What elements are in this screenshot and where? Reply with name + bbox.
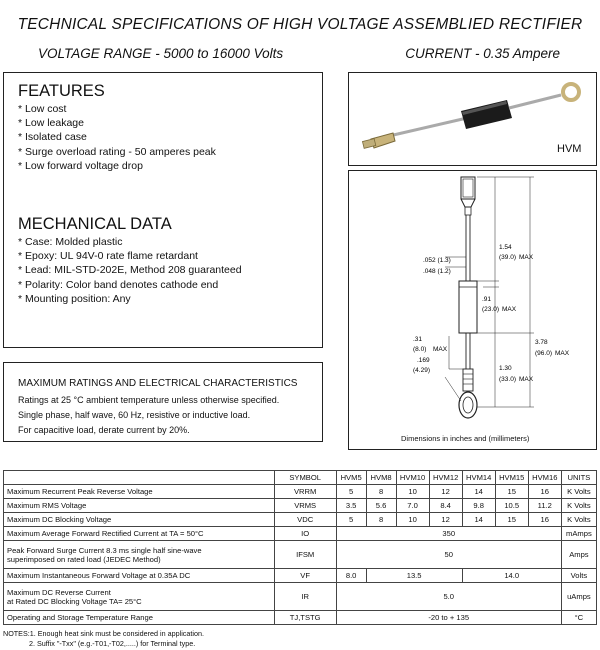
list-item: * Low forward voltage drop [18,159,216,173]
features-box [3,72,323,348]
value-cell: 5 [336,513,366,527]
list-item: * Epoxy: UL 94V-0 rate flame retardant [18,249,242,263]
value-cell: 8 [366,485,396,499]
table-row [4,513,597,527]
ratings-line: For capacitive load, derate current by 20%. [18,425,190,435]
dim-label: .169 [417,357,430,364]
dim-label: MAX [502,306,517,313]
param-line: Maximum DC Reverse Current [7,587,111,597]
list-item: * Polarity: Color band denotes cathode end [18,278,242,292]
dim-label: MAX [519,376,534,383]
ratings-line: Single phase, half wave, 60 Hz, resistive or inductive load. [18,410,251,420]
value-cell: 9.8 [462,499,495,513]
header-cell: HVM5 [336,471,366,485]
dim-label: .31 [413,336,423,343]
unit-cell: K Volts [561,499,596,513]
value-cell: 12 [429,513,462,527]
features-title: FEATURES [18,82,105,100]
param-line: at Rated DC Blocking Voltage TA= 25°C [7,596,142,606]
current-rating: CURRENT - 0.35 Ampere [405,46,560,61]
dim-label: (96.0) [535,350,552,357]
value-cell: 7.0 [396,499,429,513]
unit-cell: mAmps [561,527,596,541]
list-item: * Surge overload rating - 50 amperes peak [18,145,216,159]
param-line: superimposed on rated load (JEDEC Method) [7,554,161,564]
header-cell: HVM16 [528,471,561,485]
value-cell: 15 [495,513,528,527]
dim-label: MAX [433,346,448,353]
document-title: TECHNICAL SPECIFICATIONS OF HIGH VOLTAGE ASSEMBLIED RECTIFIER [17,16,583,33]
value-cell: 11.2 [528,499,561,513]
value-cell: 8 [366,513,396,527]
dim-label: .048 (1.2) [423,268,451,275]
header-cell: HVM15 [495,471,528,485]
photo-label: HVM [557,143,582,155]
param-cell: Maximum Instantaneous Forward Voltage at 0.35A DC [4,569,275,583]
list-item: * Low leakage [18,116,216,130]
param-cell: Maximum RMS Voltage [4,499,275,513]
table-row [4,569,597,583]
table-row [4,583,597,611]
param-cell: Maximum Average Forward Rectified Current at TA = 50°C [4,527,275,541]
symbol-cell: TJ,TSTG [274,611,336,625]
unit-cell: uAmps [561,583,596,611]
mechanical-list [18,235,242,306]
symbol-cell: VDC [274,513,336,527]
unit-cell: K Volts [561,485,596,499]
header-cell: HVM8 [366,471,396,485]
symbol-cell: IR [274,583,336,611]
table-header-row [4,471,597,485]
value-cell: 8.0 [336,569,366,583]
ratings-line: Ratings at 25 °C ambient temperature unless otherwise specified. [18,395,280,405]
unit-cell: Amps [561,541,596,569]
param-cell: Maximum Recurrent Peak Reverse Voltage [4,485,275,499]
mechanical-title: MECHANICAL DATA [18,215,172,233]
list-item: * Lead: MIL-STD-202E, Method 208 guaranteed [18,263,242,277]
value-cell: 16 [528,513,561,527]
value-cell: 16 [528,485,561,499]
product-photo-box [348,72,597,166]
dim-label: 3.78 [535,339,548,346]
value-cell: 350 [336,527,561,541]
table-row [4,611,597,625]
header-cell: HVM12 [429,471,462,485]
value-cell: 10 [396,513,429,527]
ratings-box [3,362,323,442]
unit-cell: K Volts [561,513,596,527]
dimension-drawing-box [348,170,597,450]
voltage-range: VOLTAGE RANGE - 5000 to 16000 Volts [38,46,284,61]
dim-label: (4.29) [413,367,430,374]
header-cell: SYMBOL [274,471,336,485]
symbol-cell: VF [274,569,336,583]
unit-cell: Volts [561,569,596,583]
table-row [4,485,597,499]
dim-label: .91 [482,296,492,303]
dim-label: MAX [555,350,570,357]
list-item: * Low cost [18,102,216,116]
value-cell: 8.4 [429,499,462,513]
param-line: Peak Forward Surge Current 8.3 ms single half sine-wave [7,545,202,555]
dim-label: 1.54 [499,244,512,251]
symbol-cell: IFSM [274,541,336,569]
value-cell: 5 [336,485,366,499]
table-row [4,499,597,513]
value-cell: 14 [462,485,495,499]
symbol-cell: VRRM [274,485,336,499]
symbol-cell: VRMS [274,499,336,513]
param-cell [4,583,275,611]
value-cell: -20 to + 135 [336,611,561,625]
dim-label: 1.30 [499,365,512,372]
notes [3,629,204,649]
list-item: * Mounting position: Any [18,292,242,306]
table-row [4,541,597,569]
value-cell: 13.5 [366,569,462,583]
value-cell: 3.5 [336,499,366,513]
specifications-table [3,470,597,625]
value-cell: 15 [495,485,528,499]
value-cell: 10 [396,485,429,499]
table-row [4,527,597,541]
value-cell: 5.0 [336,583,561,611]
dim-label: (23.0) [482,306,499,313]
param-cell: Maximum DC Blocking Voltage [4,513,275,527]
features-list [18,102,216,173]
header-cell: HVM14 [462,471,495,485]
value-cell: 5.6 [366,499,396,513]
param-cell: Operating and Storage Temperature Range [4,611,275,625]
dim-label: MAX [519,254,534,261]
list-item: * Isolated case [18,130,216,144]
unit-cell: °C [561,611,596,625]
symbol-cell: IO [274,527,336,541]
ratings-title: MAXIMUM RATINGS AND ELECTRICAL CHARACTERISTICS [18,378,298,389]
dim-label: .052 (1.3) [423,257,451,264]
value-cell: 50 [336,541,561,569]
list-item: * Case: Molded plastic [18,235,242,249]
note-line: 2. Suffix "-Txx" (e.g.-T01,-T02,.....) for Terminal type. [29,639,196,648]
value-cell: 12 [429,485,462,499]
param-cell [4,541,275,569]
drawing-caption: Dimensions in inches and (millimeters) [401,434,530,443]
dim-label: (33.0) [499,376,516,383]
dimension-drawing [349,171,596,449]
dim-label: (8.0) [413,346,427,353]
value-cell: 14.0 [462,569,561,583]
value-cell: 10.5 [495,499,528,513]
note-line: NOTES:1. Enough heat sink must be considered in application. [3,629,204,638]
header-cell: UNITS [561,471,596,485]
value-cell: 14 [462,513,495,527]
header-cell: HVM10 [396,471,429,485]
dim-label: (39.0) [499,254,516,261]
